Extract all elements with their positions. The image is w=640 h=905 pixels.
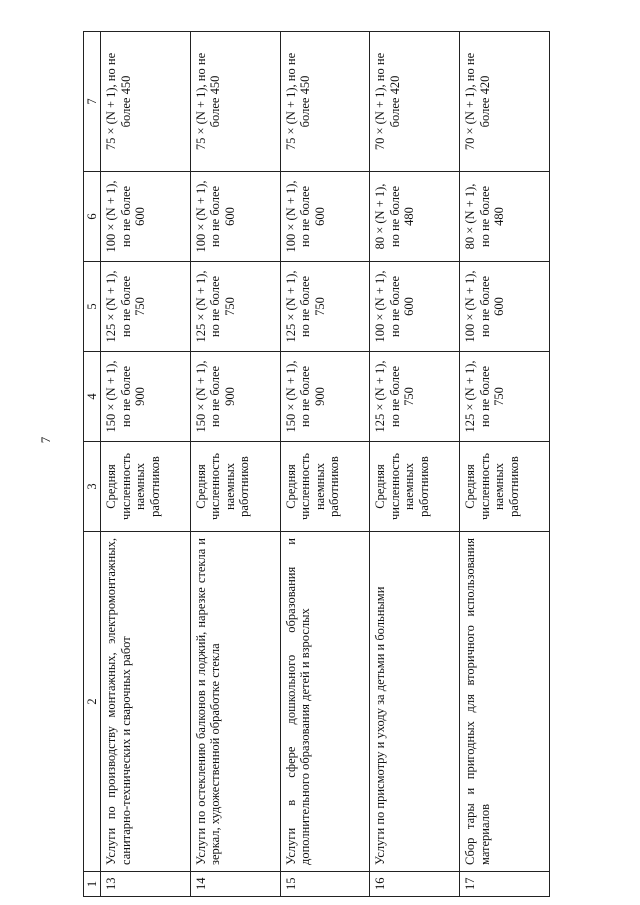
value-col-5: 125 × (N + 1), но не более 750 (190, 262, 280, 352)
table-row (460, 32, 550, 897)
value-col-7: 70 × (N + 1), но не более 420 (370, 32, 460, 172)
column-header: 5 (84, 262, 101, 352)
table-header-row (84, 32, 101, 897)
indicator: Средняя численность наемных работников (370, 442, 460, 532)
indicator: Средняя численность наемных работников (460, 442, 550, 532)
table-row (280, 32, 370, 897)
service-description: Услуги по остеклению балконов и лоджий, нарезке стекла и зеркал, художественной обработке стекла (190, 532, 280, 872)
value-col-5: 125 × (N + 1), но не более 750 (101, 262, 191, 352)
row-number: 16 (370, 872, 460, 897)
service-description: Услуги по присмотру и уходу за детьми и больными (370, 532, 460, 872)
value-col-5: 125 × (N + 1), но не более 750 (280, 262, 370, 352)
value-col-5: 100 × (N + 1), но не более 600 (370, 262, 460, 352)
page-number: 7 (38, 436, 53, 444)
column-header: 2 (84, 532, 101, 872)
value-col-4: 125 × (N + 1), но не более 750 (370, 352, 460, 442)
table-row (101, 32, 191, 897)
column-header: 4 (84, 352, 101, 442)
value-col-6: 100 × (N + 1), но не более 600 (280, 172, 370, 262)
row-number: 13 (101, 872, 191, 897)
table-row (190, 32, 280, 897)
service-description: Услуги в сфере дошкольного образования и дополнительного образования детей и взрослых (280, 532, 370, 872)
value-col-6: 100 × (N + 1), но не более 600 (190, 172, 280, 262)
column-header: 7 (84, 32, 101, 172)
rotated-table-container (83, 32, 550, 897)
value-col-4: 150 × (N + 1), но не более 900 (280, 352, 370, 442)
value-col-7: 75 × (N + 1), но не более 450 (101, 32, 191, 172)
row-number: 14 (190, 872, 280, 897)
table-row (370, 32, 460, 897)
service-description: Услуги по производству монтажных, электромонтажных, санитарно-технических и сварочных работ (101, 532, 191, 872)
value-col-7: 75 × (N + 1), но не более 450 (280, 32, 370, 172)
value-col-5: 100 × (N + 1), но не более 600 (460, 262, 550, 352)
value-col-7: 70 × (N + 1), но не более 420 (460, 32, 550, 172)
indicator: Средняя численность наемных работников (280, 442, 370, 532)
column-header: 3 (84, 442, 101, 532)
value-col-4: 150 × (N + 1), но не более 900 (190, 352, 280, 442)
value-col-6: 100 × (N + 1), но не более 600 (101, 172, 191, 262)
value-col-6: 80 × (N + 1), но не более 480 (460, 172, 550, 262)
column-header: 1 (84, 872, 101, 897)
row-number: 17 (460, 872, 550, 897)
value-col-4: 150 × (N + 1), но не более 900 (101, 352, 191, 442)
column-header: 6 (84, 172, 101, 262)
service-description: Сбор тары и пригодных для вторичного использования материалов (460, 532, 550, 872)
value-col-6: 80 × (N + 1), но не более 480 (370, 172, 460, 262)
row-number: 15 (280, 872, 370, 897)
indicator: Средняя численность наемных работников (190, 442, 280, 532)
value-col-4: 125 × (N + 1), но не более 750 (460, 352, 550, 442)
tariff-table (83, 31, 550, 897)
indicator: Средняя численность наемных работников (101, 442, 191, 532)
value-col-7: 75 × (N + 1), но не более 450 (190, 32, 280, 172)
